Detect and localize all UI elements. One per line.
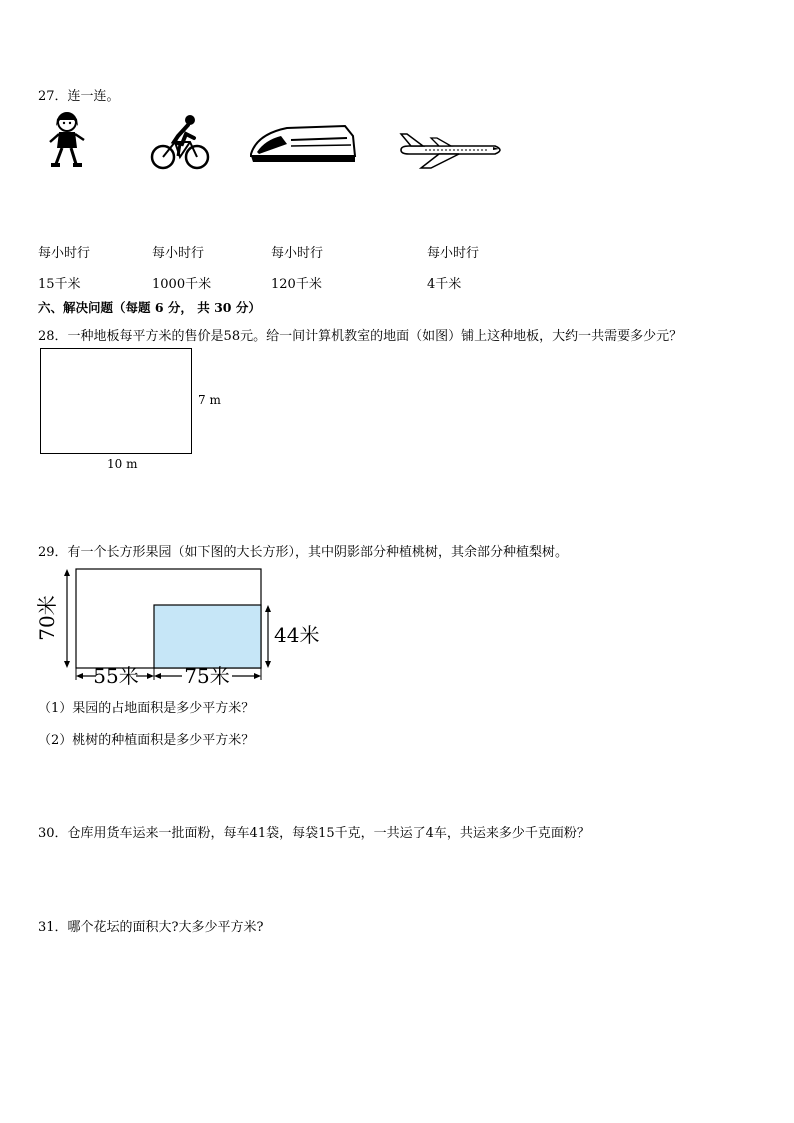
q27-title: 27．连一连。 [38,89,120,104]
cyclist-icon [150,112,210,172]
label-75: 75米 [184,664,230,688]
label-70: 70米 [35,595,59,641]
q28-text: 28．一种地板每平方米的售价是58元。给一间计算机教室的地面（如图）铺上这种地板，大约一共需要多少元？ [38,329,683,344]
classroom-rectangle [40,348,192,454]
speed-value-3: 120千米 [271,277,322,292]
high-speed-train-icon [247,122,359,168]
label-44: 44米 [274,623,320,647]
section-title: 六、解决问题（每题 6 分， 共 30 分） [38,300,261,315]
orchard-diagram [35,562,338,688]
q28-width-label: 10 m [107,457,138,471]
q29-sub1: （1）果园的占地面积是多少平方米？ [38,701,255,716]
airplane-icon [395,130,507,170]
girl-walking-icon [44,110,90,172]
label-55: 55米 [93,664,139,688]
q29-sub2: （2）桃树的种植面积是多少平方米？ [38,733,255,748]
speed-prefix-2: 每小时行 [152,246,205,261]
q28-height-label: 7 m [198,393,221,407]
speed-prefix-1: 每小时行 [38,246,91,261]
speed-value-4: 4千米 [427,277,462,292]
peach-shaded-area [154,605,261,668]
speed-prefix-3: 每小时行 [271,246,324,261]
q29-text: 29．有一个长方形果园（如下图的大长方形），其中阴影部分种植桃树，其余部分种植梨树。 [38,545,569,560]
speed-prefix-4: 每小时行 [427,246,480,261]
speed-value-1: 15千米 [38,277,81,292]
q30-text: 30．仓库用货车运来一批面粉，每车41袋，每袋15千克，一共运了4车，共运来多少千克面粉？ [38,826,590,841]
speed-value-2: 1000千米 [152,277,212,292]
q31-text: 31．哪个花坛的面积大?大多少平方米? [38,920,264,935]
